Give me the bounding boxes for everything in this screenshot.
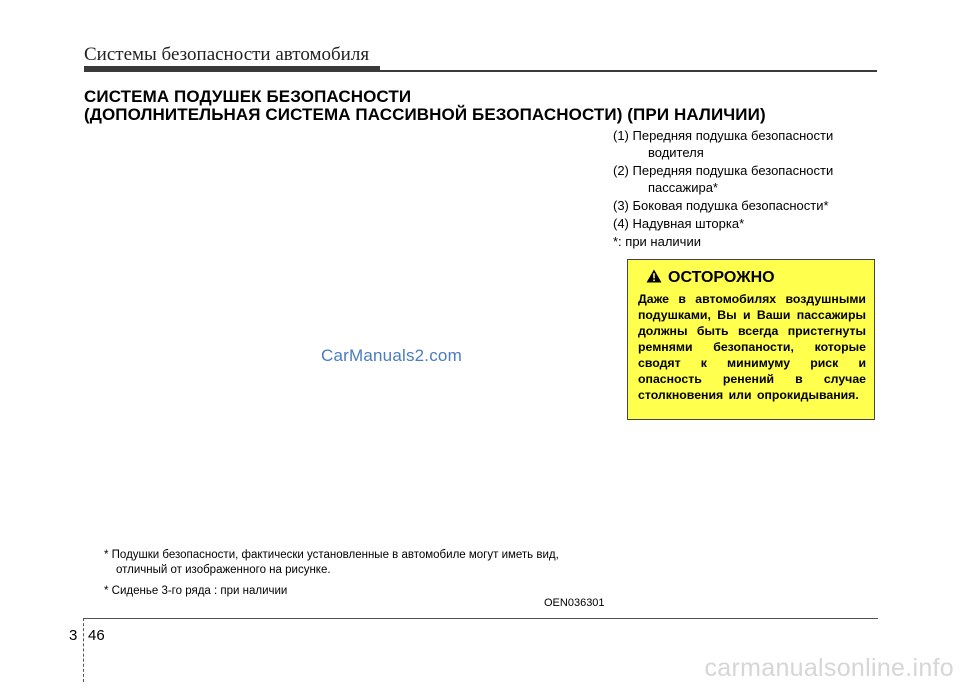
- airbag-legend: [613, 127, 883, 251]
- legend-item-text: (3) Боковая подушка безопасности*: [613, 198, 829, 213]
- legend-item: [613, 162, 883, 196]
- legend-item: [613, 197, 883, 214]
- section-title-line2: (ДОПОЛНИТЕЛЬНАЯ СИСТЕМА ПАССИВНОЙ БЕЗОПАСНОСТИ) (ПРИ НАЛИЧИИ): [84, 105, 766, 124]
- caution-title: ОСТОРОЖНО: [668, 269, 775, 286]
- figure-code: OEN036301: [544, 597, 605, 609]
- header-rule-thick: [84, 66, 380, 72]
- legend-item-cont: водителя: [648, 145, 704, 160]
- legend-item-text: (4) Надувная шторка*: [613, 216, 745, 231]
- page-number: 46: [88, 627, 105, 644]
- legend-item-text: (2) Передняя подушка безопасности: [613, 163, 834, 178]
- caution-header: [646, 268, 866, 288]
- legend-item: [613, 215, 883, 232]
- page-number-divider: [83, 618, 84, 682]
- site-watermark: carmanualsonline.info: [704, 654, 954, 682]
- legend-item: [613, 127, 883, 161]
- footnote-text: * Сиденье 3-го ряда : при наличии: [104, 585, 288, 597]
- running-head-title: Системы безопасности автомобиля: [84, 44, 370, 65]
- footnote-text: * Подушки безопасности, фактически установленные в автомобиле могут иметь вид,: [104, 549, 559, 561]
- header-rule-thin: [380, 70, 877, 72]
- section-title-line1: СИСТЕМА ПОДУШЕК БЕЗОПАСНОСТИ: [84, 87, 412, 106]
- chapter-number: 3: [69, 627, 78, 644]
- caution-box: [627, 259, 875, 420]
- legend-item-cont: пассажира*: [648, 180, 718, 195]
- figure-watermark: CarManuals2.com: [321, 346, 462, 365]
- legend-note: *: при наличии: [613, 234, 701, 249]
- figure-footnotes: [104, 548, 614, 599]
- footnote-text-cont: отличный от изображенного на рисунке.: [116, 564, 331, 576]
- section-title: [84, 88, 766, 124]
- legend-item-text: (1) Передняя подушка безопасности: [613, 128, 834, 143]
- warning-triangle-icon: [646, 269, 668, 288]
- caution-text: Даже в автомобилях воздушными подушками, Вы и Ваши пассажиры должны быть всегда пристегнуты ремнями безопаности, которые сводят к минимуму риск и опасность ренений в случае столкновения или опрокидывания.: [638, 292, 866, 402]
- footer-rule: [84, 618, 878, 619]
